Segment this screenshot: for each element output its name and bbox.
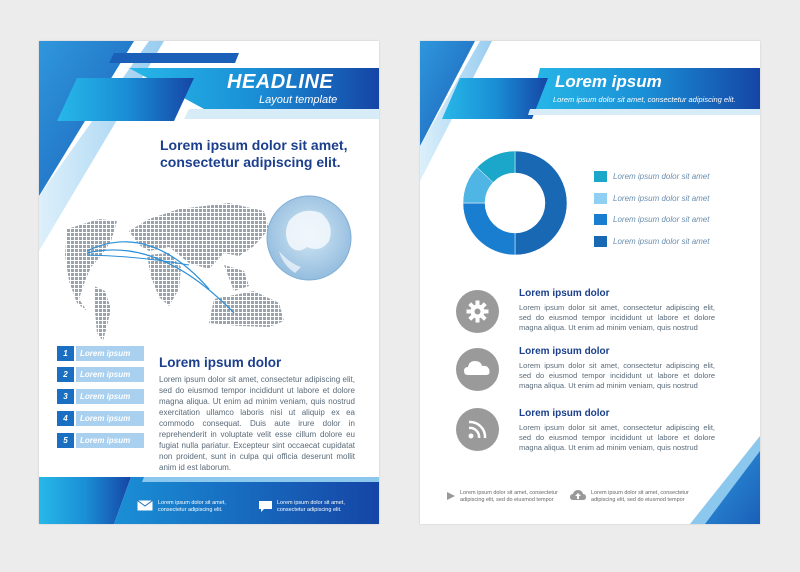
list-item <box>57 367 145 382</box>
list-number: 5 <box>57 433 74 448</box>
section-title: Lorem ipsum dolor <box>159 355 282 370</box>
legend-swatch <box>594 193 607 204</box>
footer-line: adipiscing elit, sed do eiusmod tempor <box>460 497 554 503</box>
footer-contact-1 <box>460 490 558 504</box>
envelope-icon <box>137 500 153 511</box>
list-number: 4 <box>57 411 74 426</box>
feature-title: Lorem ipsum dolor <box>519 288 610 299</box>
play-icon <box>446 491 456 501</box>
footer-line: Lorem ipsum dolor sit amet, consectetur <box>591 490 689 496</box>
list-number: 3 <box>57 389 74 404</box>
speech-bubble-icon <box>258 500 273 513</box>
list-label: Lorem ipsum <box>76 411 144 426</box>
legend-swatch <box>594 236 607 247</box>
list-item <box>57 346 145 361</box>
legend-label: Lorem ipsum dolor sit amet <box>613 215 710 224</box>
legend-label: Lorem ipsum dolor sit amet <box>613 172 710 181</box>
footer-line: Lorem ipsum dolor sit amet, <box>277 500 345 506</box>
cloud-icon <box>456 348 499 391</box>
cloud-upload-icon <box>569 489 587 501</box>
list-item <box>57 433 145 448</box>
feature-text: Lorem ipsum dolor sit amet, consectetur adipiscing elit, sed do eiusmod tempor incididunt ut labore et dolore magna aliqua. Ut enim ad minim veniam, quis nostrud <box>519 361 715 390</box>
subheadline: Lorem ipsum dolor sit amet, consectetur adipiscing elit. <box>553 95 736 104</box>
footer-line: adipiscing elit, sed do eiusmod tempor <box>591 497 685 503</box>
left-page <box>39 41 379 524</box>
footer-line: Lorem ipsum dolor sit amet, consectetur <box>460 490 558 496</box>
page-title: Lorem ipsum dolor sit amet, consectetur adipiscing elit. <box>160 137 348 170</box>
globe <box>267 196 351 280</box>
list-item <box>57 411 145 426</box>
right-page <box>420 41 760 524</box>
list-number: 1 <box>57 346 74 361</box>
rss-icon-circle <box>456 408 499 451</box>
footer-line: Lorem ipsum dolor sit amet, <box>158 500 226 506</box>
list-label: Lorem ipsum <box>76 433 144 448</box>
legend-swatch <box>594 171 607 182</box>
rss-icon <box>456 408 499 451</box>
footer-contact-2 <box>591 490 689 504</box>
donut-segment <box>463 203 515 255</box>
gear-icon-circle <box>456 290 499 333</box>
list-number: 2 <box>57 367 74 382</box>
feature-title: Lorem ipsum dolor <box>519 346 610 357</box>
footer-contact-2 <box>277 500 345 514</box>
subheadline: Layout template <box>259 94 338 106</box>
footer-contact-1 <box>158 500 226 514</box>
donut-chart <box>463 151 567 255</box>
cloud-icon-circle <box>456 348 499 391</box>
list-item <box>57 389 145 404</box>
legend-label: Lorem ipsum dolor sit amet <box>613 237 710 246</box>
legend-swatch <box>594 214 607 225</box>
feature-text: Lorem ipsum dolor sit amet, consectetur adipiscing elit, sed do eiusmod tempor incididunt ut labore et dolore magna aliqua. Ut enim ad minim veniam, quis nostrud <box>519 303 715 332</box>
world-map <box>65 203 284 341</box>
legend-label: Lorem ipsum dolor sit amet <box>613 194 710 203</box>
section-body: Lorem ipsum dolor sit amet, consectetur adipiscing elit, sed do eiusmod tempor incididunt ut labore et dolore magna aliqua. Ut enim ad minim veniam, quis nostrud exercitation ullamco laboris nisi ut aliquip ex ea commodo consequat. Duis aute irure dolor in reprehenderit in voluptate velit esse cillum dolore eu fugiat nulla pariatur. Excepteur sint occaecat cupidatat non proident, sunt in culpa qui officia deserunt mollit anim id est laborum. <box>159 375 355 472</box>
headline: HEADLINE <box>227 71 334 93</box>
feature-title: Lorem ipsum dolor <box>519 408 610 419</box>
headline: Lorem ipsum <box>555 72 662 91</box>
gear-icon <box>456 290 499 333</box>
donut-segment <box>515 151 567 255</box>
feature-text: Lorem ipsum dolor sit amet, consectetur adipiscing elit, sed do eiusmod tempor incididunt ut labore et dolore magna aliqua. Ut enim ad minim veniam, quis nostrud <box>519 423 715 452</box>
footer-line: consectetur adipiscing elit. <box>277 507 342 513</box>
list-label: Lorem ipsum <box>76 367 144 382</box>
list-label: Lorem ipsum <box>76 346 144 361</box>
footer-line: consectetur adipiscing elit. <box>158 507 223 513</box>
list-label: Lorem ipsum <box>76 389 144 404</box>
